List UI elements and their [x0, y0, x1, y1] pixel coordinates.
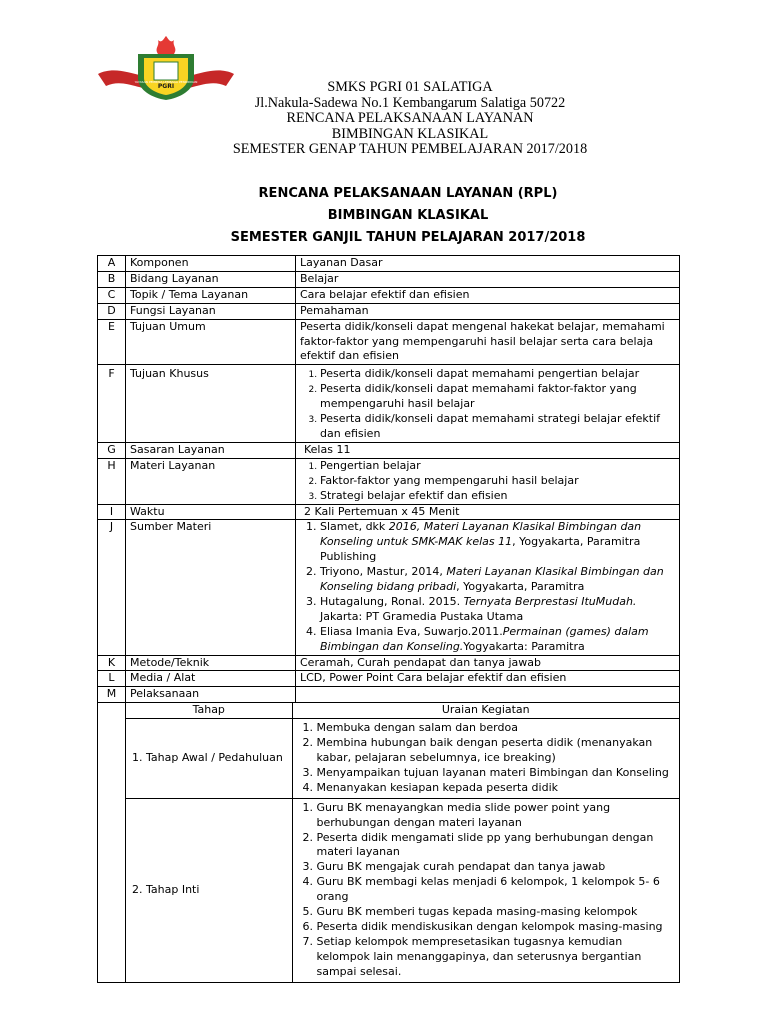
row-value: Kelas 11 [296, 442, 680, 458]
row-code: G [98, 442, 126, 458]
row-code: M [98, 687, 126, 703]
title-line-2: BIMBINGAN KLASIKAL [327, 208, 489, 223]
rpl-table [97, 255, 680, 983]
activity-item: 1. Membuka dengan salam dan berdoa [317, 721, 676, 736]
row-i [98, 504, 680, 520]
doc-semester: SEMESTER GENAP TAHUN PEMBELAJARAN 2017/2018 [232, 141, 588, 157]
activity-item: 3. Guru BK mengajak curah pendapat dan tanya jawab [317, 860, 676, 875]
pelaksanaan-cell [126, 703, 680, 982]
activity-item: 2. Membina hubungan baik dengan peserta didik (menanyakan kabar, pelajaran sebelumnya, ice breaking) [317, 736, 676, 766]
row-l [98, 671, 680, 687]
row-g [98, 442, 680, 458]
row-value [296, 520, 680, 655]
row-d [98, 303, 680, 319]
col-uraian-header: Uraian Kegiatan [292, 703, 679, 718]
row-value [296, 687, 680, 703]
pelaksanaan-table [126, 703, 679, 981]
tahap-inti-row [126, 798, 679, 981]
activity-item: 4. Guru BK membagi kelas menjadi 6 kelompok, 1 kelompok 5- 6 orang [317, 875, 676, 905]
row-a [98, 256, 680, 272]
source-item: 1. Slamet, dkk 2016, Materi Layanan Klasikal Bimbingan dan Konseling untuk SMK-MAK kelas 11, Yogyakarta, Paramitra Publishing [320, 520, 675, 565]
source-item: 2. Triyono, Mastur, 2014, Materi Layanan Klasikal Bimbingan dan Konseling bidang pribadi, Yogyakarta, Paramitra [320, 565, 675, 595]
activity-item: 7. Setiap kelompok mempresetasikan tugasnya kemudian kelompok lain menanggapinya, dan seterusnya bergantian sampai selesai. [317, 935, 676, 980]
row-code: B [98, 271, 126, 287]
letterhead [180, 80, 640, 158]
row-value: 2 Kali Pertemuan x 45 Menit [296, 504, 680, 520]
doc-type: RENCANA PELAKSANAAN LAYANAN [286, 110, 534, 126]
row-code: J [98, 520, 126, 655]
row-label: Sumber Materi [126, 520, 296, 655]
activity-item: 4. Menanyakan kesiapan kepada peserta didik [317, 781, 676, 796]
col-tahap-header: Tahap [126, 703, 292, 718]
row-h [98, 458, 680, 504]
row-c [98, 287, 680, 303]
row-label: Materi Layanan [126, 458, 296, 504]
document-title [0, 183, 768, 249]
tahap-awal-label: 1. Tahap Awal / Pedahuluan [126, 719, 292, 799]
title-line-3: SEMESTER GANJIL TAHUN PELAJARAN 2017/2018 [230, 230, 586, 245]
row-code: C [98, 287, 126, 303]
row-f [98, 365, 680, 443]
row-value: Belajar [296, 271, 680, 287]
row-m [98, 687, 680, 703]
tahap-awal-row [126, 719, 679, 799]
row-e [98, 319, 680, 365]
row-label: Media / Alat [126, 671, 296, 687]
row-k [98, 655, 680, 671]
tahap-awal-activities [292, 719, 679, 799]
row-label: Tujuan Umum [126, 319, 296, 365]
row-code: L [98, 671, 126, 687]
row-code: I [98, 504, 126, 520]
row-value: Pemahaman [296, 303, 680, 319]
svg-text:YAYASAN PEMBINA LEMBAGA PENDID: YAYASAN PEMBINA LEMBAGA PENDIDIKAN [134, 80, 198, 84]
row-code: K [98, 655, 126, 671]
activity-item: 5. Guru BK memberi tugas kepada masing-masing kelompok [317, 905, 676, 920]
pelaksanaan-section [98, 703, 680, 982]
row-label: Pelaksanaan [126, 687, 296, 703]
row-code: F [98, 365, 126, 443]
row-code: A [98, 256, 126, 272]
tahap-inti-label: 2. Tahap Inti [126, 798, 292, 981]
row-j [98, 520, 680, 655]
row-code: D [98, 303, 126, 319]
activity-item: 6. Peserta didik mendiskusikan dengan kelompok masing-masing [317, 920, 676, 935]
row-value: LCD, Power Point Cara belajar efektif dan efisien [296, 671, 680, 687]
activity-item: 3. Menyampaikan tujuan layanan materi Bimbingan dan Konseling [317, 766, 676, 781]
row-label: Metode/Teknik [126, 655, 296, 671]
activity-item: 2. Peserta didik mengamati slide pp yang berhubungan dengan materi layanan [317, 831, 676, 861]
list-item: 2. Faktor-faktor yang mempengaruhi hasil belajar [320, 474, 675, 489]
school-name: SMKS PGRI 01 SALATIGA [327, 79, 493, 95]
list-item: 3. Strategi belajar efektif dan efisien [320, 489, 675, 504]
row-label: Topik / Tema Layanan [126, 287, 296, 303]
row-b [98, 271, 680, 287]
row-label: Fungsi Layanan [126, 303, 296, 319]
row-value [296, 458, 680, 504]
row-label: Sasaran Layanan [126, 442, 296, 458]
title-line-1: RENCANA PELAKSANAAN LAYANAN (RPL) [258, 186, 558, 201]
row-value: Ceramah, Curah pendapat dan tanya jawab [296, 655, 680, 671]
row-label: Bidang Layanan [126, 271, 296, 287]
list-item: 2. Peserta didik/konseli dapat memahami faktor-faktor yang mempengaruhi hasil belajar [320, 382, 675, 412]
row-label: Waktu [126, 504, 296, 520]
list-item: 3. Peserta didik/konseli dapat memahami strategi belajar efektif dan efisien [320, 412, 675, 442]
school-address: Jl.Nakula-Sadewa No.1 Kembangarum Salatiga 50722 [254, 94, 566, 111]
row-value [296, 365, 680, 443]
row-value: Layanan Dasar [296, 256, 680, 272]
source-item: 4. Eliasa Imania Eva, Suwarjo.2011.Permainan (games) dalam Bimbingan dan Konseling.Yogyakarta: Paramitra [320, 625, 675, 655]
row-label: Komponen [126, 256, 296, 272]
row-label: Tujuan Khusus [126, 365, 296, 443]
spacer-cell [98, 703, 126, 982]
tahap-inti-activities [292, 798, 679, 981]
pelaksanaan-header [126, 703, 679, 718]
source-item: 3. Hutagalung, Ronal. 2015. Ternyata Berprestasi ItuMudah. Jakarta: PT Gramedia Pustaka Utama [320, 595, 675, 625]
row-value: Cara belajar efektif dan efisien [296, 287, 680, 303]
row-value: Peserta didik/konseli dapat mengenal hakekat belajar, memahami faktor-faktor yang mempengaruhi hasil belajar serta cara belaja efektif dan efisien [296, 319, 680, 365]
row-code: E [98, 319, 126, 365]
svg-text:PGRI: PGRI [157, 83, 175, 90]
list-item: 1. Pengertian belajar [320, 459, 675, 474]
doc-subject: BIMBINGAN KLASIKAL [331, 125, 489, 142]
activity-item: 1. Guru BK menayangkan media slide power point yang berhubungan dengan materi layanan [317, 801, 676, 831]
row-code: H [98, 458, 126, 504]
list-item: 1. Peserta didik/konseli dapat memahami pengertian belajar [320, 367, 675, 382]
